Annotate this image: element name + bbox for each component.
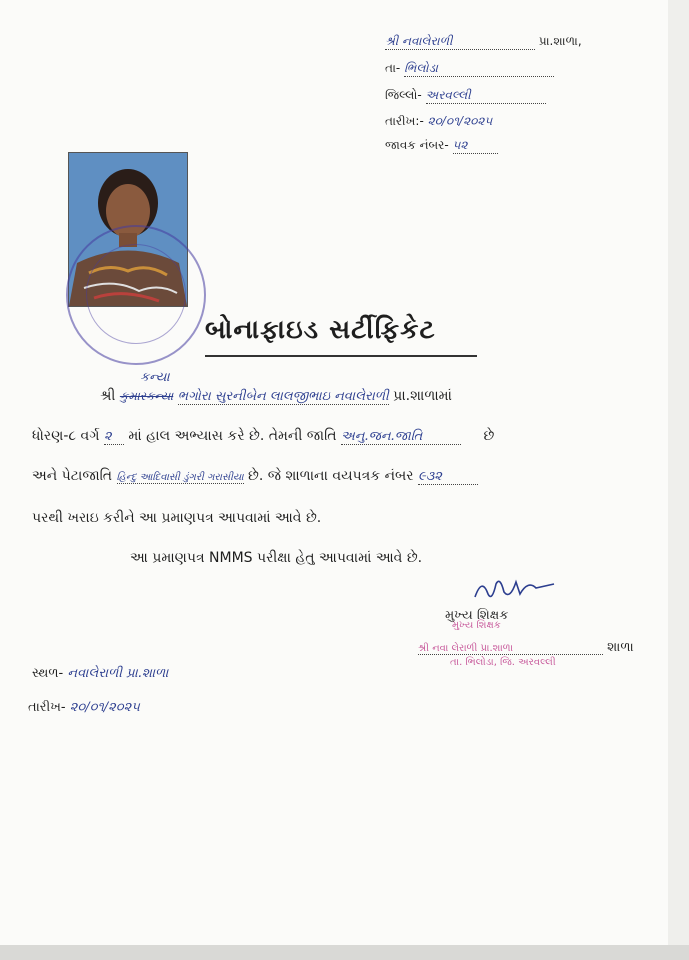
title-underline [205, 355, 477, 357]
page-bottom-edge [0, 945, 689, 960]
subcaste-value: હિન્દુ આદિવાસી ડુંગરી ગરાસીયા [116, 472, 244, 483]
header-outward-line [385, 138, 498, 154]
kanya-value: કન્યા [140, 370, 170, 385]
body-line-5: આ પ્રમાણપત્ર NMMS પરીક્ષા હેતુ આપવામાં આવે છે. [130, 550, 423, 566]
place-label: સ્થળ- [32, 666, 64, 681]
line1-suffix: પ્રા.શાળામાં [393, 388, 452, 404]
school-seal-inner [86, 244, 186, 344]
signature-role: મુખ્ય શિક્ષક [445, 608, 509, 623]
date-label: તારીખ:- [385, 114, 424, 128]
district-value: અરવલ્લી [426, 88, 546, 104]
line2-mid: માં હાલ અભ્યાસ કરે છે. તેમની જાતિ [128, 428, 337, 444]
district-label: જિલ્લો- [385, 88, 422, 102]
school-suffix: પ્રા.શાળા, [538, 34, 582, 48]
body-line-4: પરથી ખરાઇ કરીને આ પ્રમાણપત્ર આપવામાં આવે છે. [32, 510, 322, 526]
stamp-role: મુખ્ય શિક્ષક [452, 620, 501, 631]
footer-date-label: તારીખ- [28, 700, 66, 715]
stamp-address: તા. ભિલોડા, જિ. અરવલ્લી [450, 657, 556, 668]
line2-prefix: ધોરણ-૮ વર્ગ [32, 428, 100, 444]
line1-prefix: શ્રી [100, 388, 116, 404]
line3-mid: છે. જે શાળાના વયપત્રક નંબર [248, 468, 414, 484]
header-taluka-line [385, 61, 554, 77]
line1-struck: કુમારકન્યા [119, 389, 174, 403]
body-line-3 [32, 468, 478, 485]
header-district-line [385, 88, 546, 104]
taluka-label: તા- [385, 61, 401, 75]
signature-school-suffix: શાળા [607, 640, 634, 655]
body-line-2 [32, 428, 494, 445]
taluka-value: ભિલોડા [404, 61, 554, 77]
student-name: ભગોરા સુરનીબેન લાલજીભાઇ નવાલેરાળી [177, 389, 389, 404]
school-name-value: શ્રી નવાલેરાળી [385, 34, 535, 50]
date-value: ૨૦/૦૧/૨૦૨૫ [427, 114, 493, 128]
line2-suffix: છે [483, 428, 495, 444]
body-line-1 [100, 388, 452, 405]
footer-date-line [28, 700, 140, 715]
header-date-line [385, 114, 492, 129]
register-number: ૯૩૨ [418, 469, 478, 485]
place-value: નવાલેરાળી પ્રા.શાળા [67, 666, 169, 681]
footer-date-value: ૨૦/૦૧/૨૦૨૫ [69, 700, 140, 715]
stamp-school: શ્રી નવા લેરાળી પ્રા.શાળા [418, 643, 603, 655]
signature-school-line [418, 640, 634, 655]
outward-label: જાવક નંબર- [385, 138, 449, 152]
outward-value: ૫૨ [453, 138, 498, 154]
certificate-title: બોનાફાઇડ સર્ટીફિકેટ [205, 315, 436, 345]
footer-place-line [32, 666, 168, 681]
line3-prefix: અને પેટાજાતિ [32, 468, 113, 484]
signature-icon [470, 572, 560, 606]
page-edge [668, 0, 689, 960]
class-value: ૨ [104, 429, 124, 445]
caste-value: અનુ.જન.જાતિ [341, 429, 461, 445]
header-school-line [385, 34, 582, 50]
